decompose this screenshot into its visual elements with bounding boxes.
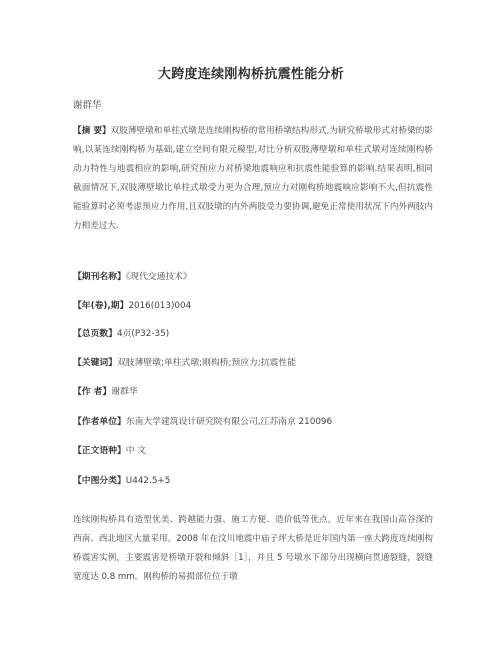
field-language: [73, 443, 146, 456]
field-affiliation: [73, 414, 332, 427]
field-author: [73, 384, 138, 397]
field-classification: [73, 473, 170, 486]
field-label: 【作 者】: [73, 387, 112, 397]
abstract-text: 双肢薄壁墩和单柱式墩是连续刚构桥的常用桥墩结构形式,为研究桥墩形式对桥梁的影响,以某连续刚构桥为基础,建立空间有限元模型,对比分析双肢薄壁墩和单柱式墩对连续刚构桥动力特性与地震相应的影响,研究预应力对桥梁地震响应和抗震性能验算的影响.结果表明,相同截面情况下,双肢薄壁墩比单柱式墩受力更为合理,预应力对刚构桥地震响应影响不大,但抗震性能验算时必须考虑预应力作用,且双肢墩的内外两肢受力要协调,避免正常使用状况下内外两肢内力相差过大.: [73, 126, 434, 231]
field-value: 中 文: [125, 446, 147, 456]
field-value: 4页(P32-35): [117, 329, 170, 339]
field-value: U442.5+5: [125, 476, 171, 486]
field-value: 谢群华: [111, 387, 138, 397]
field-label: 【作者单位】: [73, 417, 126, 427]
author-name: 谢群华: [73, 100, 102, 111]
field-value: 双肢薄壁墩;单柱式墩;刚构桥;预应力;抗震性能: [117, 358, 296, 368]
field-label: 【期刊名称】: [73, 272, 126, 282]
field-label: 【年(卷),期】: [73, 301, 129, 311]
field-label: 【关键词】: [73, 358, 117, 368]
field-value: 2016(013)004: [128, 301, 192, 311]
field-year-volume: [73, 298, 191, 311]
field-value: 东南大学建筑设计研究院有限公司,江苏南京 210096: [125, 417, 333, 427]
field-label: 【正文语种】: [73, 446, 126, 456]
field-keywords: [73, 355, 296, 368]
abstract-label: 【摘 要】: [73, 126, 111, 136]
document-title: 大跨度连续刚构桥抗震性能分析: [157, 67, 345, 82]
abstract-paragraph: [73, 122, 433, 235]
field-label: 【中图分类】: [73, 476, 126, 486]
field-pages: [73, 326, 169, 339]
field-journal: [73, 269, 192, 282]
field-label: 【总页数】: [73, 329, 117, 339]
field-value: 《现代交通技术》: [125, 272, 192, 282]
body-paragraph: 连续刚构桥具有造型优美、跨越能力强、施工方便、造价低等优点，近年来在我国山高谷深的西南、西北地区大量采用。2008 年在汶川地震中庙子坪大桥是近年国内第一座大跨度连续刚构桥震害实例，主要震害是桥墩开裂和倾斜［1］，并且 5 号墩水下部分出现横向贯通裂缝，裂缝宽度达 0.8 mm。刚构桥的易损部位位于墩: [73, 515, 433, 582]
